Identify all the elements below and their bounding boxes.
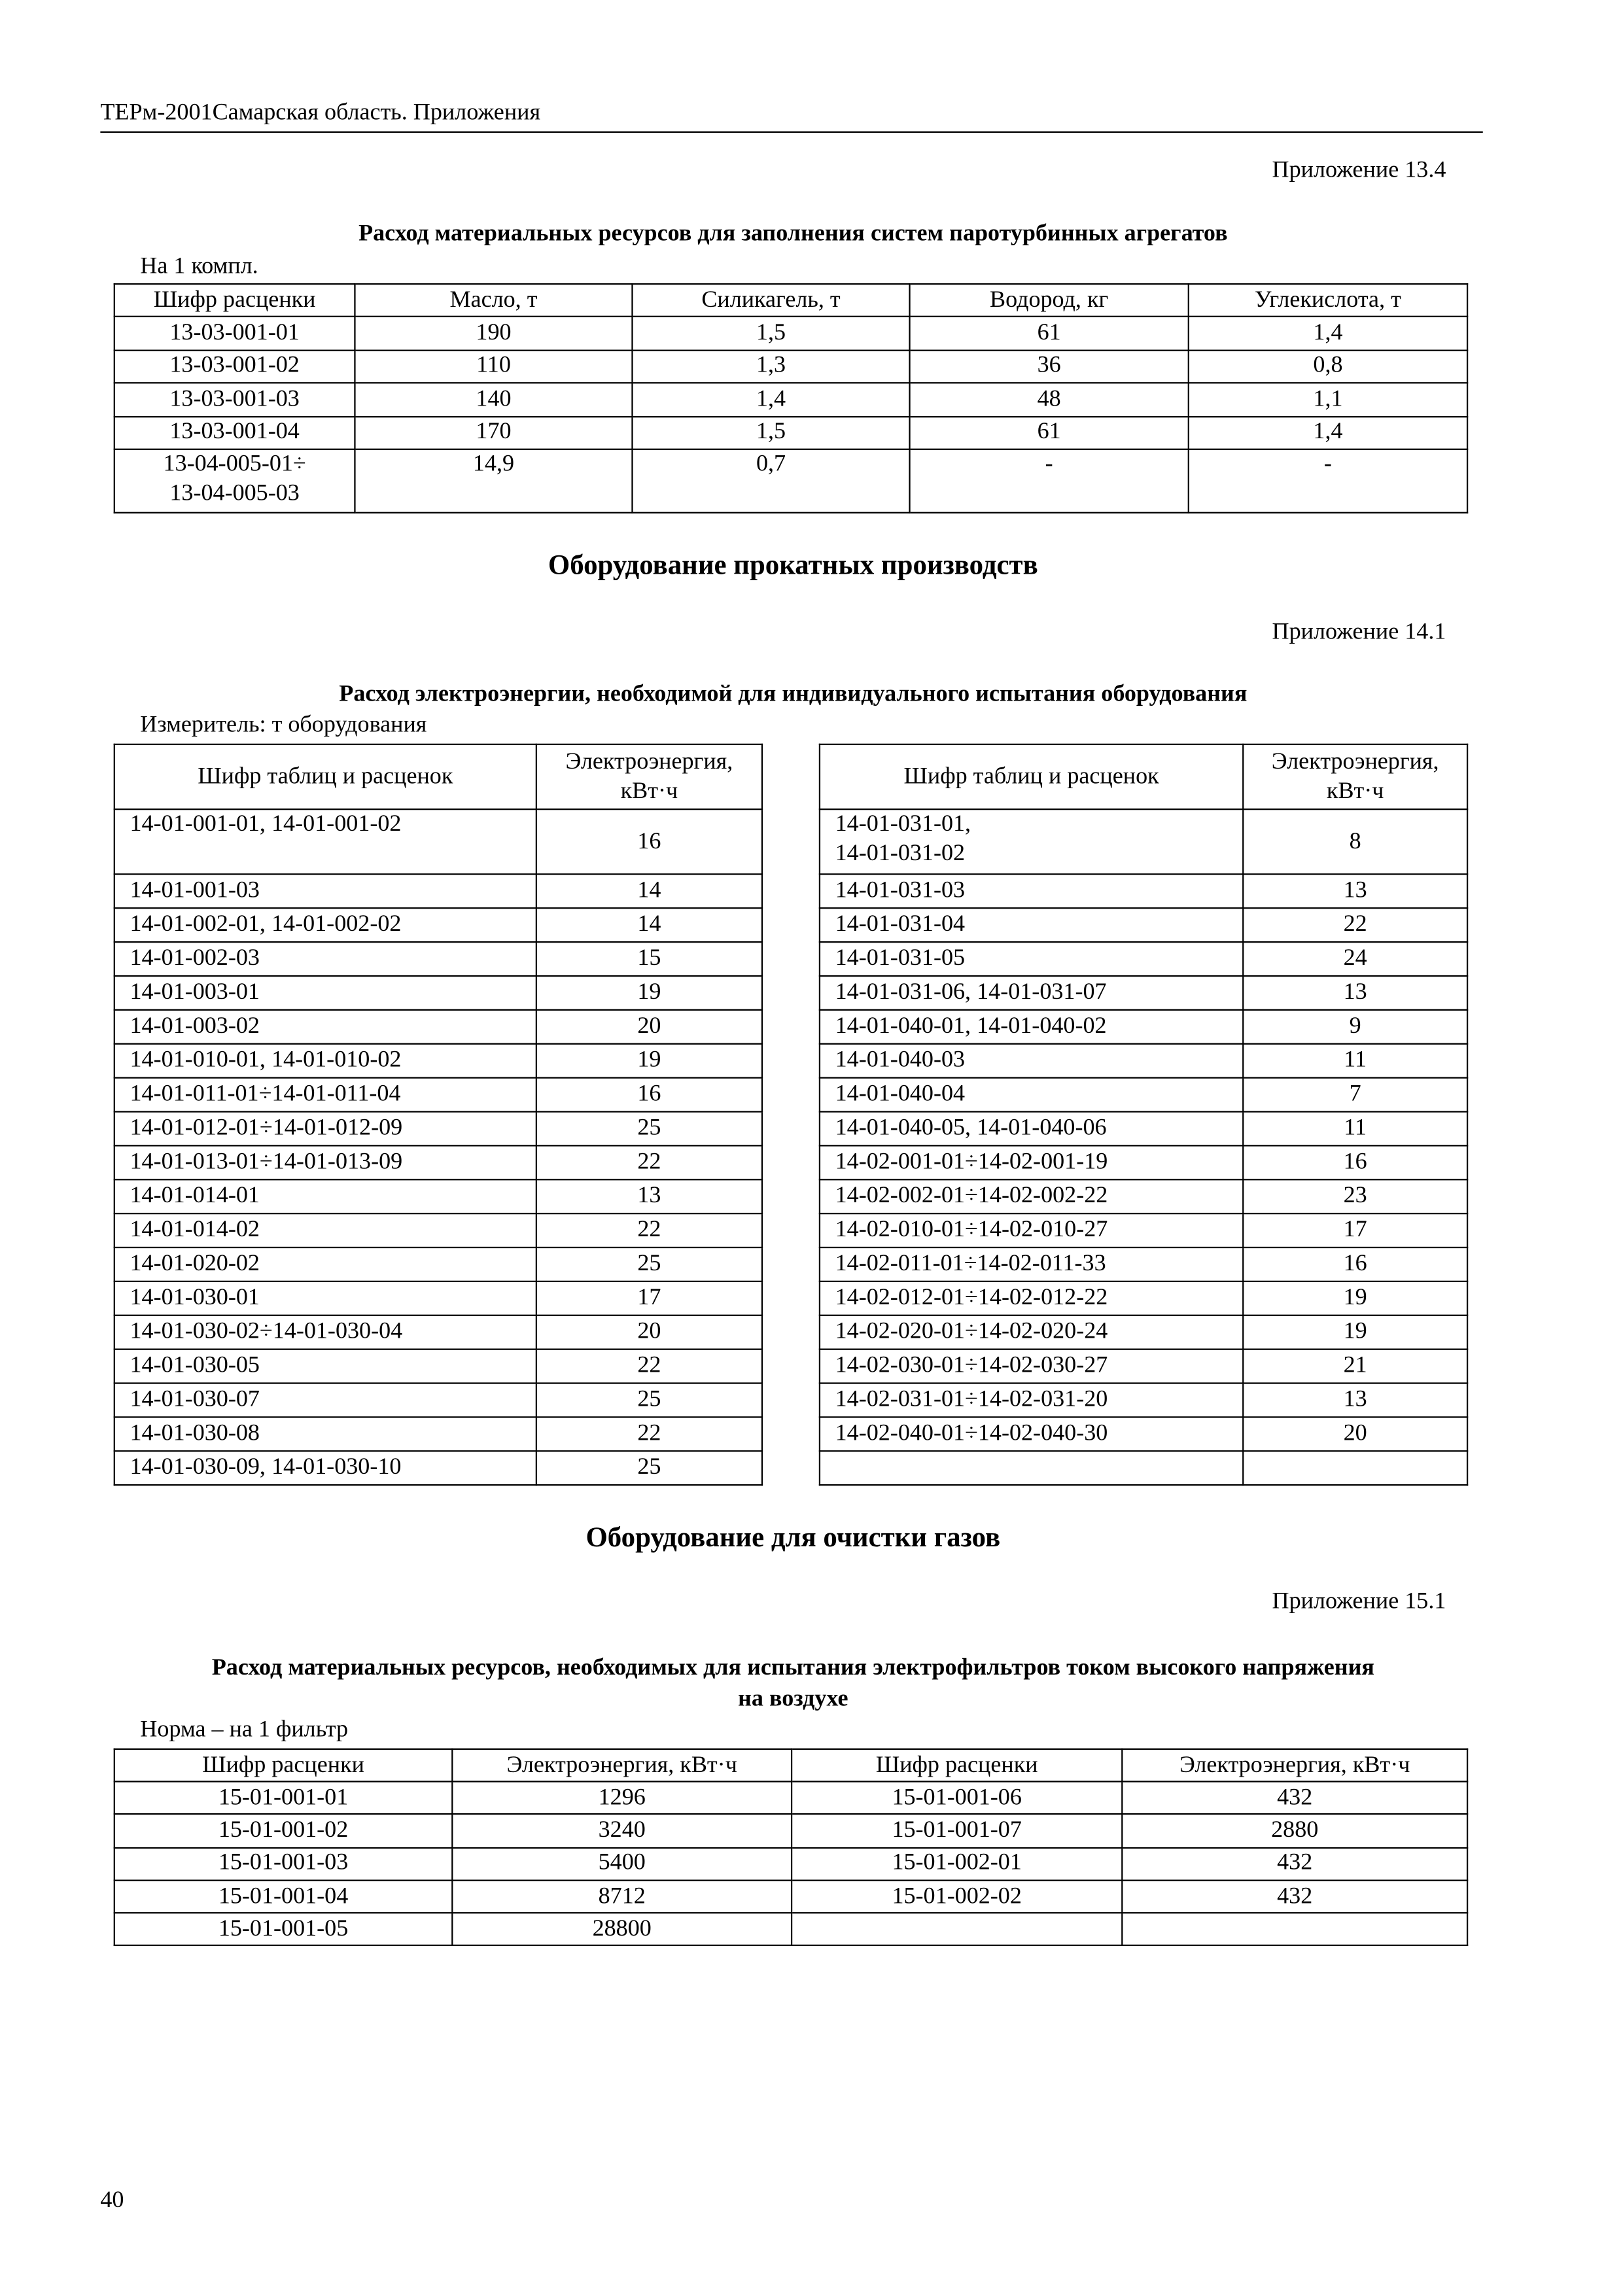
table-cell: 14-01-030-08: [114, 1417, 536, 1451]
table-cell: 1,5: [632, 317, 909, 350]
table-cell: 3240: [452, 1815, 792, 1847]
column-header: Водород, кг: [910, 284, 1189, 317]
table-row: [114, 942, 762, 976]
table-cell: 61: [910, 416, 1189, 449]
table-cell: 14-01-012-01÷14-01-012-09: [114, 1112, 536, 1146]
table-cell: 432: [1122, 1847, 1467, 1880]
table-cell: 13-03-001-01: [114, 317, 355, 350]
table-cell: 61: [910, 317, 1189, 350]
table-row: [820, 1112, 1467, 1146]
table-row: [114, 1112, 762, 1146]
table-cell: 13-03-001-02: [114, 350, 355, 383]
table-cell: 15-01-001-02: [114, 1815, 453, 1847]
table-cell: 20: [1243, 1417, 1467, 1451]
table-row: [820, 1383, 1467, 1418]
table-row: [114, 1213, 762, 1247]
table-cell: 25: [536, 1383, 762, 1418]
table-row: [114, 1315, 762, 1349]
table-cell: 14-02-020-01÷14-02-020-24: [820, 1315, 1243, 1349]
table-cell: 14-01-030-05: [114, 1349, 536, 1383]
table-row: [114, 809, 762, 874]
table-cell: 14-01-014-01: [114, 1179, 536, 1213]
table-cell: 14-01-040-01, 14-01-040-02: [820, 1010, 1243, 1044]
column-header: Масло, т: [355, 284, 632, 317]
table-cell: 8712: [452, 1880, 792, 1913]
table-row: [114, 1281, 762, 1315]
table-row: [114, 1847, 1467, 1880]
table-cell: 5400: [452, 1847, 792, 1880]
column-header: Электроэнергия, кВт·ч: [536, 744, 762, 809]
table-cell: 14-01-002-01, 14-01-002-02: [114, 908, 536, 942]
table-cell: 170: [355, 416, 632, 449]
table-cell: 140: [355, 383, 632, 416]
table-13-4-title: Расход материальных ресурсов для заполнения систем паротурбинных агрегатов: [358, 221, 1228, 247]
table-header-row: [114, 1749, 1467, 1782]
table-cell: 2880: [1122, 1815, 1467, 1847]
table-row: [114, 317, 1467, 350]
column-header: Шифр таблиц и расценок: [820, 744, 1243, 809]
table-row: [114, 1145, 762, 1179]
table-row: [114, 874, 762, 908]
column-header: Электроэнергия, кВт·ч: [1122, 1749, 1467, 1782]
table-row: [114, 383, 1467, 416]
table-15-1-title-line1: Расход материальных ресурсов, необходимых для испытания электрофильтров током высокого напряжения: [211, 1655, 1374, 1681]
table-cell: 110: [355, 350, 632, 383]
table-cell: 14-01-031-01, 14-01-031-02: [820, 809, 1243, 874]
table-cell: 22: [536, 1145, 762, 1179]
table-row: [114, 350, 1467, 383]
table-cell: 24: [1243, 942, 1467, 976]
table-row: [114, 1078, 762, 1112]
table-row: [114, 449, 1467, 513]
table-cell: 14-01-040-03: [820, 1044, 1243, 1078]
table-cell: 1,1: [1189, 383, 1467, 416]
table-cell: 14-01-031-05: [820, 942, 1243, 976]
table-row: [820, 1179, 1467, 1213]
table-row: [114, 1782, 1467, 1815]
table-cell: 25: [536, 1247, 762, 1281]
table-15-1: [114, 1748, 1469, 1947]
table-14-1-right: [819, 744, 1468, 1486]
table-cell: 16: [1243, 1247, 1467, 1281]
table-cell: 22: [536, 1417, 762, 1451]
table-cell: 15-01-001-06: [792, 1782, 1122, 1815]
table-15-1-title-line2: на воздухе: [738, 1686, 848, 1712]
table-cell: 0,7: [632, 449, 909, 513]
table-row: [820, 1010, 1467, 1044]
table-cell: 28800: [452, 1913, 792, 1946]
table-cell: 14-01-030-09, 14-01-030-10: [114, 1451, 536, 1485]
table-cell: 14-02-040-01÷14-02-040-30: [820, 1417, 1243, 1451]
section-heading-rolling: Оборудование прокатных производств: [548, 550, 1038, 582]
appendix-13-4-label: Приложение 13.4: [1272, 158, 1446, 183]
table-cell: 14-01-030-02÷14-01-030-04: [114, 1315, 536, 1349]
table-cell: 1,3: [632, 350, 909, 383]
table-13-4: [114, 283, 1469, 513]
table-cell: 48: [910, 383, 1189, 416]
table-cell: 16: [1243, 1145, 1467, 1179]
table-row: [820, 1451, 1467, 1485]
table-cell: 21: [1243, 1349, 1467, 1383]
table-cell: 15-01-002-02: [792, 1880, 1122, 1913]
table-cell: 17: [1243, 1213, 1467, 1247]
table-row: [820, 1044, 1467, 1078]
table-header-row: [114, 284, 1467, 317]
table-cell: 7: [1243, 1078, 1467, 1112]
table-cell: 14-02-011-01÷14-02-011-33: [820, 1247, 1243, 1281]
table-row: [820, 809, 1467, 874]
table-cell: 20: [536, 1010, 762, 1044]
table-cell: 13: [1243, 874, 1467, 908]
table-row: [114, 1913, 1467, 1946]
table-cell: 14-01-030-01: [114, 1281, 536, 1315]
table-row: [820, 874, 1467, 908]
header-rule: [100, 131, 1482, 133]
table-cell: 14-01-011-01÷14-01-011-04: [114, 1078, 536, 1112]
column-header: Электроэнергия, кВт·ч: [452, 1749, 792, 1782]
table-cell: 14-01-031-06, 14-01-031-07: [820, 976, 1243, 1010]
table-cell: 8: [1243, 809, 1467, 874]
table-cell: 14: [536, 908, 762, 942]
column-header: Шифр расценки: [114, 1749, 453, 1782]
table-cell: 14,9: [355, 449, 632, 513]
table-row: [114, 1417, 762, 1451]
table-cell: 1,5: [632, 416, 909, 449]
table-cell: 13-04-005-01÷ 13-04-005-03: [114, 449, 355, 513]
table-14-1-left: [114, 744, 763, 1486]
table-cell: 19: [536, 976, 762, 1010]
table-cell: 14-01-003-01: [114, 976, 536, 1010]
table-row: [820, 1247, 1467, 1281]
table-cell: 23: [1243, 1179, 1467, 1213]
table-cell: 11: [1243, 1112, 1467, 1146]
table-cell: 14-01-031-04: [820, 908, 1243, 942]
table-cell: 13: [536, 1179, 762, 1213]
table-13-4-unit: На 1 компл.: [140, 253, 258, 279]
table-14-1-unit: Измеритель: т оборудования: [140, 712, 427, 738]
table-row: [114, 1349, 762, 1383]
table-cell: 19: [1243, 1315, 1467, 1349]
table-cell: 36: [910, 350, 1189, 383]
table-cell: 14-02-001-01÷14-02-001-19: [820, 1145, 1243, 1179]
table-cell: 1,4: [1189, 416, 1467, 449]
table-cell: 15-01-001-01: [114, 1782, 453, 1815]
table-cell: 9: [1243, 1010, 1467, 1044]
table-cell: 14-02-010-01÷14-02-010-27: [820, 1213, 1243, 1247]
table-cell: 13-03-001-04: [114, 416, 355, 449]
table-cell: 19: [536, 1044, 762, 1078]
table-header-row: [114, 744, 762, 809]
column-header: Электроэнергия, кВт·ч: [1243, 744, 1467, 809]
column-header: Шифр таблиц и расценок: [114, 744, 536, 809]
column-header: Углекислота, т: [1189, 284, 1467, 317]
table-cell: 14-01-001-03: [114, 874, 536, 908]
column-header: Силикагель, т: [632, 284, 909, 317]
table-cell: 22: [536, 1349, 762, 1383]
table-row: [820, 908, 1467, 942]
table-cell: 14-02-031-01÷14-02-031-20: [820, 1383, 1243, 1418]
table-cell: 15-01-001-04: [114, 1880, 453, 1913]
table-cell: 432: [1122, 1880, 1467, 1913]
table-cell: 432: [1122, 1782, 1467, 1815]
table-cell: 14-01-040-04: [820, 1078, 1243, 1112]
table-row: [820, 1145, 1467, 1179]
column-header: Шифр расценки: [114, 284, 355, 317]
table-cell: 17: [536, 1281, 762, 1315]
table-cell: 13: [1243, 976, 1467, 1010]
table-cell: 1296: [452, 1782, 792, 1815]
table-cell: [792, 1913, 1122, 1946]
table-row: [820, 1281, 1467, 1315]
running-title: ТЕРм-2001Самарская область. Приложения: [100, 100, 541, 126]
table-cell: 15-01-002-01: [792, 1847, 1122, 1880]
table-row: [114, 1179, 762, 1213]
table-cell: 1,4: [632, 383, 909, 416]
table-row: [820, 1078, 1467, 1112]
table-cell: 15: [536, 942, 762, 976]
table-cell: 16: [536, 809, 762, 874]
table-cell: 14: [536, 874, 762, 908]
table-cell: 14-01-001-01, 14-01-001-02: [114, 809, 536, 874]
table-cell: 14-01-040-05, 14-01-040-06: [820, 1112, 1243, 1146]
table-cell: 15-01-001-07: [792, 1815, 1122, 1847]
table-cell: [1122, 1913, 1467, 1946]
table-cell: 13-03-001-03: [114, 383, 355, 416]
table-row: [820, 1213, 1467, 1247]
table-cell: 11: [1243, 1044, 1467, 1078]
table-15-1-unit: Норма – на 1 фильтр: [140, 1717, 349, 1743]
table-cell: 0,8: [1189, 350, 1467, 383]
table-cell: 20: [536, 1315, 762, 1349]
table-cell: 25: [536, 1451, 762, 1485]
table-cell: -: [1189, 449, 1467, 513]
table-row: [114, 1451, 762, 1485]
section-heading-gas-cleaning: Оборудование для очистки газов: [585, 1522, 1001, 1554]
appendix-15-1-label: Приложение 15.1: [1272, 1589, 1446, 1614]
table-cell: 16: [536, 1078, 762, 1112]
table-row: [114, 1247, 762, 1281]
table-cell: 15-01-001-05: [114, 1913, 453, 1946]
table-row: [114, 1815, 1467, 1847]
table-cell: -: [910, 449, 1189, 513]
table-cell: 15-01-001-03: [114, 1847, 453, 1880]
table-row: [114, 976, 762, 1010]
table-cell: 14-02-030-01÷14-02-030-27: [820, 1349, 1243, 1383]
table-cell: 13: [1243, 1383, 1467, 1418]
table-cell: [1243, 1451, 1467, 1485]
table-row: [114, 416, 1467, 449]
table-cell: 14-01-002-03: [114, 942, 536, 976]
table-14-1-title: Расход электроэнергии, необходимой для индивидуального испытания оборудования: [339, 682, 1248, 707]
table-cell: 14-01-030-07: [114, 1383, 536, 1418]
table-cell: 22: [536, 1213, 762, 1247]
table-cell: 19: [1243, 1281, 1467, 1315]
appendix-14-1-label: Приложение 14.1: [1272, 619, 1446, 645]
table-row: [820, 976, 1467, 1010]
table-cell: 14-01-003-02: [114, 1010, 536, 1044]
table-row: [820, 942, 1467, 976]
table-cell: 14-02-012-01÷14-02-012-22: [820, 1281, 1243, 1315]
column-header: Шифр расценки: [792, 1749, 1122, 1782]
table-cell: [820, 1451, 1243, 1485]
table-row: [114, 908, 762, 942]
table-row: [114, 1044, 762, 1078]
table-cell: 14-01-014-02: [114, 1213, 536, 1247]
table-cell: 1,4: [1189, 317, 1467, 350]
table-row: [114, 1383, 762, 1418]
table-cell: 190: [355, 317, 632, 350]
table-header-row: [820, 744, 1467, 809]
table-row: [820, 1315, 1467, 1349]
table-cell: 14-01-010-01, 14-01-010-02: [114, 1044, 536, 1078]
table-cell: 14-02-002-01÷14-02-002-22: [820, 1179, 1243, 1213]
table-row: [114, 1880, 1467, 1913]
table-row: [820, 1417, 1467, 1451]
page-number: 40: [100, 2187, 124, 2214]
table-cell: 14-01-020-02: [114, 1247, 536, 1281]
table-cell: 22: [1243, 908, 1467, 942]
table-row: [820, 1349, 1467, 1383]
table-cell: 14-01-013-01÷14-01-013-09: [114, 1145, 536, 1179]
table-row: [114, 1010, 762, 1044]
table-cell: 25: [536, 1112, 762, 1146]
table-cell: 14-01-031-03: [820, 874, 1243, 908]
